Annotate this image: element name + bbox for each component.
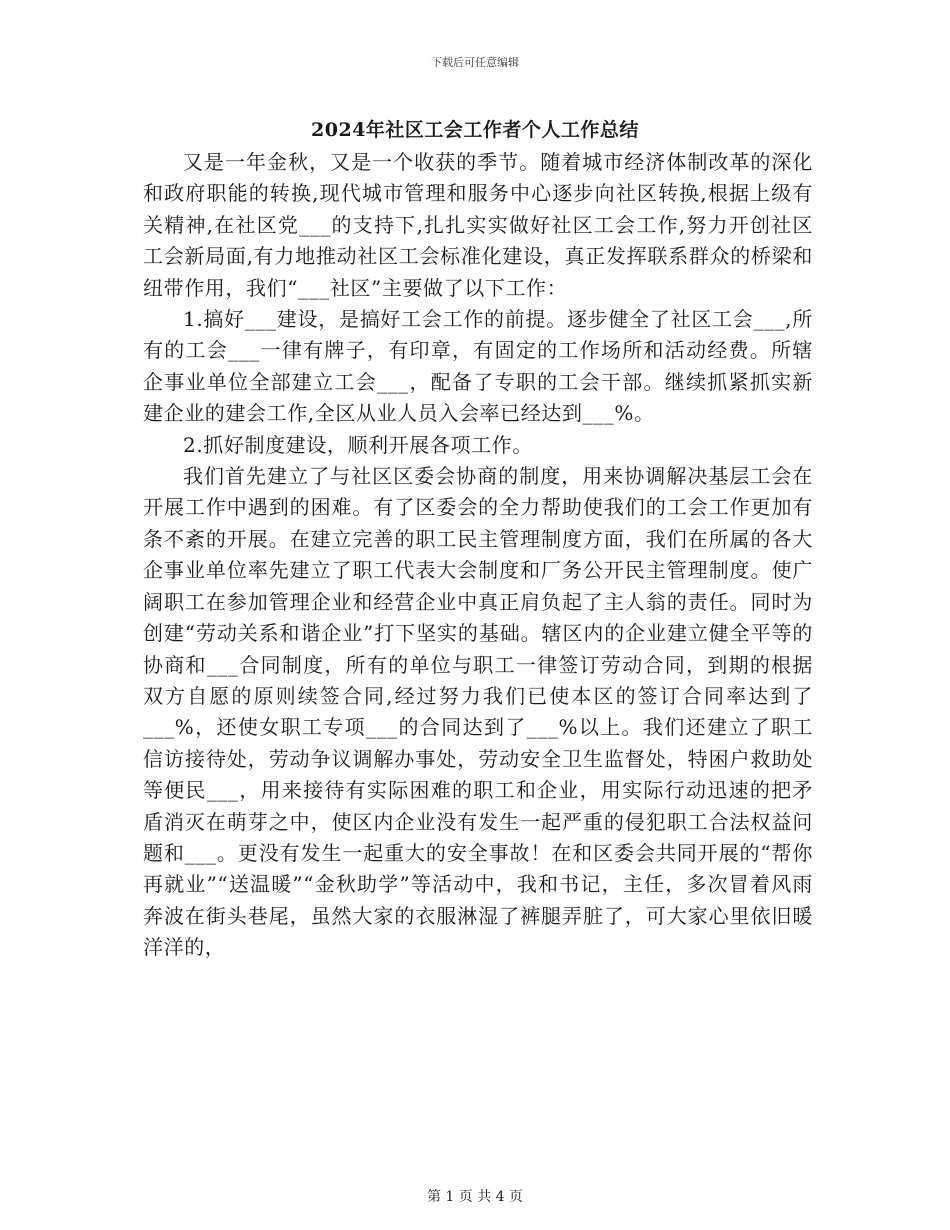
page-number: 第 1 页 共 4 页 bbox=[426, 1189, 524, 1205]
document-title: 2024年社区工会工作者个人工作总结 bbox=[311, 119, 639, 141]
paragraph-item-1: 1.搞好___建设，是搞好工会工作的前提。逐步健全了社区工会___,所有的工会___一律有牌子，有印章，有固定的工作场所和活动经费。所辖企事业单位全部建立工会___，配备了专职的工会干部。继续抓紧抓实新建企业的建会工作,全区从业人员入会率已经达到___%。 bbox=[143, 307, 813, 426]
paragraph-system-building: 我们首先建立了与社区区委会协商的制度，用来协调解决基层工会在开展工作中遇到的困难。有了区委会的全力帮助使我们的工会工作更加有条不紊的开展。在建立完善的职工民主管理制度方面，我们在所属的各大企事业单位率先建立了职工代表大会制度和厂务公开民主管理制度。使广阔职工在参加管理企业和经营企业中真正肩负起了主人翁的责任。同时为创建“劳动关系和谐企业”打下坚实的基础。辖区内的企业建立健全平等的协商和___合同制度，所有的单位与职工一律签订劳动合同，到期的根据双方自愿的原则续签合同,经过努力我们已使本区的签订合同率达到了___%，还使女职工专项___的合同达到了___%以上。我们还建立了职工信访接待处，劳动争议调解办事处，劳动安全卫生监督处，特困户救助处等便民___，用来接待有实际困难的职工和企业，用实际行动迅速的把矛盾消灭在萌芽之中，使区内企业没有发生一起严重的侵犯职工合法权益问题和___。更没有发生一起重大的安全事故！在和区委会共同开展的“帮你再就业”“送温暖”“金秋助学”等活动中，我和书记，主任，多次冒着风雨奔波在街头巷尾，虽然大家的衣服淋湿了裤腿弄脏了，可大家心里依旧暖洋洋的， bbox=[143, 464, 813, 960]
paragraph-intro: 又是一年金秋，又是一个收获的季节。随着城市经济体制改革的深化和政府职能的转换,现代城市管理和服务中心逐步向社区转换,根据上级有关精神,在社区党___的支持下,扎扎实实做好社区工会工作,努力开创社区工会新局面,有力地推动社区工会标准化建设，真正发挥联系群众的桥梁和纽带作用，我们“___社区”主要做了以下工作： bbox=[143, 150, 813, 300]
paragraph-item-2-heading: 2.抓好制度建设，顺利开展各项工作。 bbox=[183, 432, 533, 457]
page-header-note: 下载后可任意编辑 bbox=[431, 56, 519, 69]
document-body bbox=[143, 147, 813, 964]
